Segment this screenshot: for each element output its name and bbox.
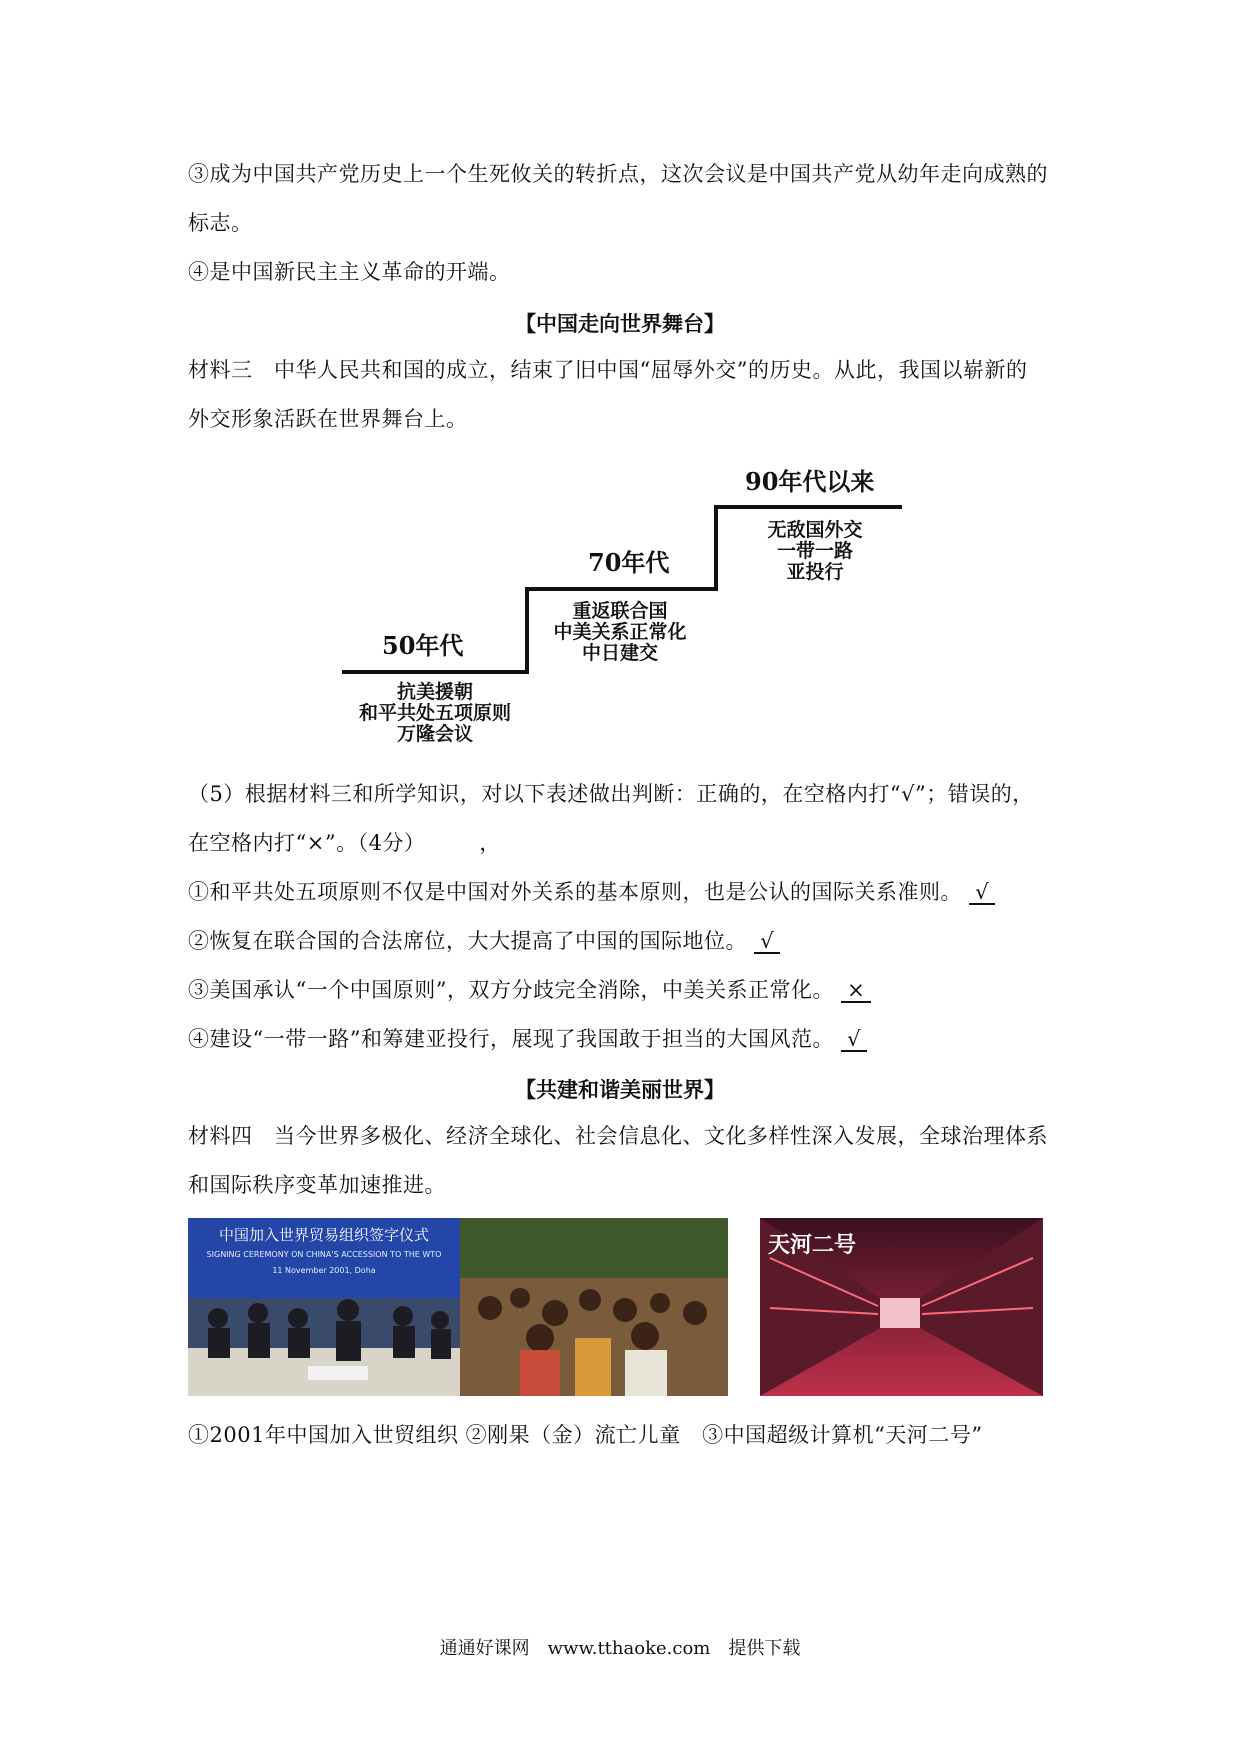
answer-blank: √: [841, 1028, 867, 1052]
material-text: 外交形象活跃在世界舞台上。: [188, 407, 468, 431]
step-item: 重返联合国: [572, 600, 668, 622]
material-text: 和国际秩序变革加速推进。: [188, 1173, 446, 1197]
judgement-item: [188, 878, 995, 906]
step-item: 中日建交: [581, 642, 658, 664]
tianhe-sign-text: 天河二号: [768, 1232, 857, 1258]
judgement-item: [188, 976, 871, 1004]
judgement-item: [188, 927, 780, 955]
step-items-50s: [340, 682, 530, 745]
diplomacy-staircase-diagram: [0, 450, 1240, 770]
step-items-70s: [530, 601, 710, 664]
text-line: ③成为中国共产党历史上一个生死攸关的转折点，这次会议是中国共产党从幼年走向成熟的: [188, 162, 1048, 186]
step-label-50s: 50年代: [382, 631, 464, 660]
step-item: 无敌国外交: [767, 519, 863, 541]
judgement-statement: ④建设“一带一路”和筹建亚投行，展现了我国敢于担当的大国风范。: [188, 1027, 834, 1051]
answer-blank: √: [754, 930, 780, 954]
step-item: 万隆会议: [396, 723, 473, 745]
wto-banner-english: SIGNING CEREMONY ON CHINA'S ACCESSION TO THE WTO: [206, 1250, 442, 1259]
wto-banner-text: 中国加入世界贸易组织签字仪式: [218, 1226, 429, 1244]
section-heading: 【中国走向世界舞台】: [515, 311, 725, 336]
text-line: ④是中国新民主主义革命的开端。: [188, 260, 511, 284]
material-text: 材料四 当今世界多极化、经济全球化、社会信息化、文化多样性深入发展，全球治理体系: [188, 1124, 1048, 1148]
text-line: 标志。: [188, 211, 253, 235]
material-text: 材料三 中华人民共和国的成立，结束了旧中国“屈辱外交”的历史。从此，我国以崭新的: [188, 358, 1028, 382]
tianhe-2-supercomputer-photo: [760, 1218, 1043, 1396]
step-item: 中美关系正常化: [553, 621, 687, 643]
page-footer: 通通好课网 www.tthaoke.com 提供下载: [439, 1638, 801, 1659]
wto-signing-photo: [188, 1218, 460, 1396]
step-items-90s: [730, 520, 900, 583]
question-text: （5）根据材料三和所学知识，对以下表述做出判断：正确的，在空格内打“√”；错误的，: [188, 782, 1034, 806]
judgement-item: [188, 1025, 867, 1053]
step-item: 和平共处五项原则: [358, 702, 511, 724]
judgement-statement: ③美国承认“一个中国原则”，双方分歧完全消除，中美关系正常化。: [188, 978, 834, 1002]
photo-caption: ①2001年中国加入世贸组织 ②刚果（金）流亡儿童 ③中国超级计算机“天河二号”: [188, 1423, 983, 1447]
step-item: 一带一路: [776, 540, 853, 562]
answer-blank: ×: [841, 979, 871, 1003]
step-label-90s: 90年代以来: [745, 467, 875, 496]
judgement-statement: ①和平共处五项原则不仅是中国对外关系的基本原则，也是公认的国际关系准则。: [188, 880, 962, 904]
step-item: 亚投行: [786, 561, 844, 583]
wto-banner-date: 11 November 2001, Doha: [272, 1266, 376, 1275]
congo-refugee-children-photo: [460, 1218, 728, 1396]
step-label-70s: 70年代: [588, 548, 670, 577]
judgement-statement: ②恢复在联合国的合法席位，大大提高了中国的国际地位。: [188, 929, 747, 953]
section-heading: 【共建和谐美丽世界】: [515, 1077, 725, 1102]
answer-blank: √: [969, 881, 995, 905]
step-item: 抗美援朝: [396, 681, 473, 703]
question-text: 在空格内打“×”。（4分） ，: [188, 831, 501, 855]
